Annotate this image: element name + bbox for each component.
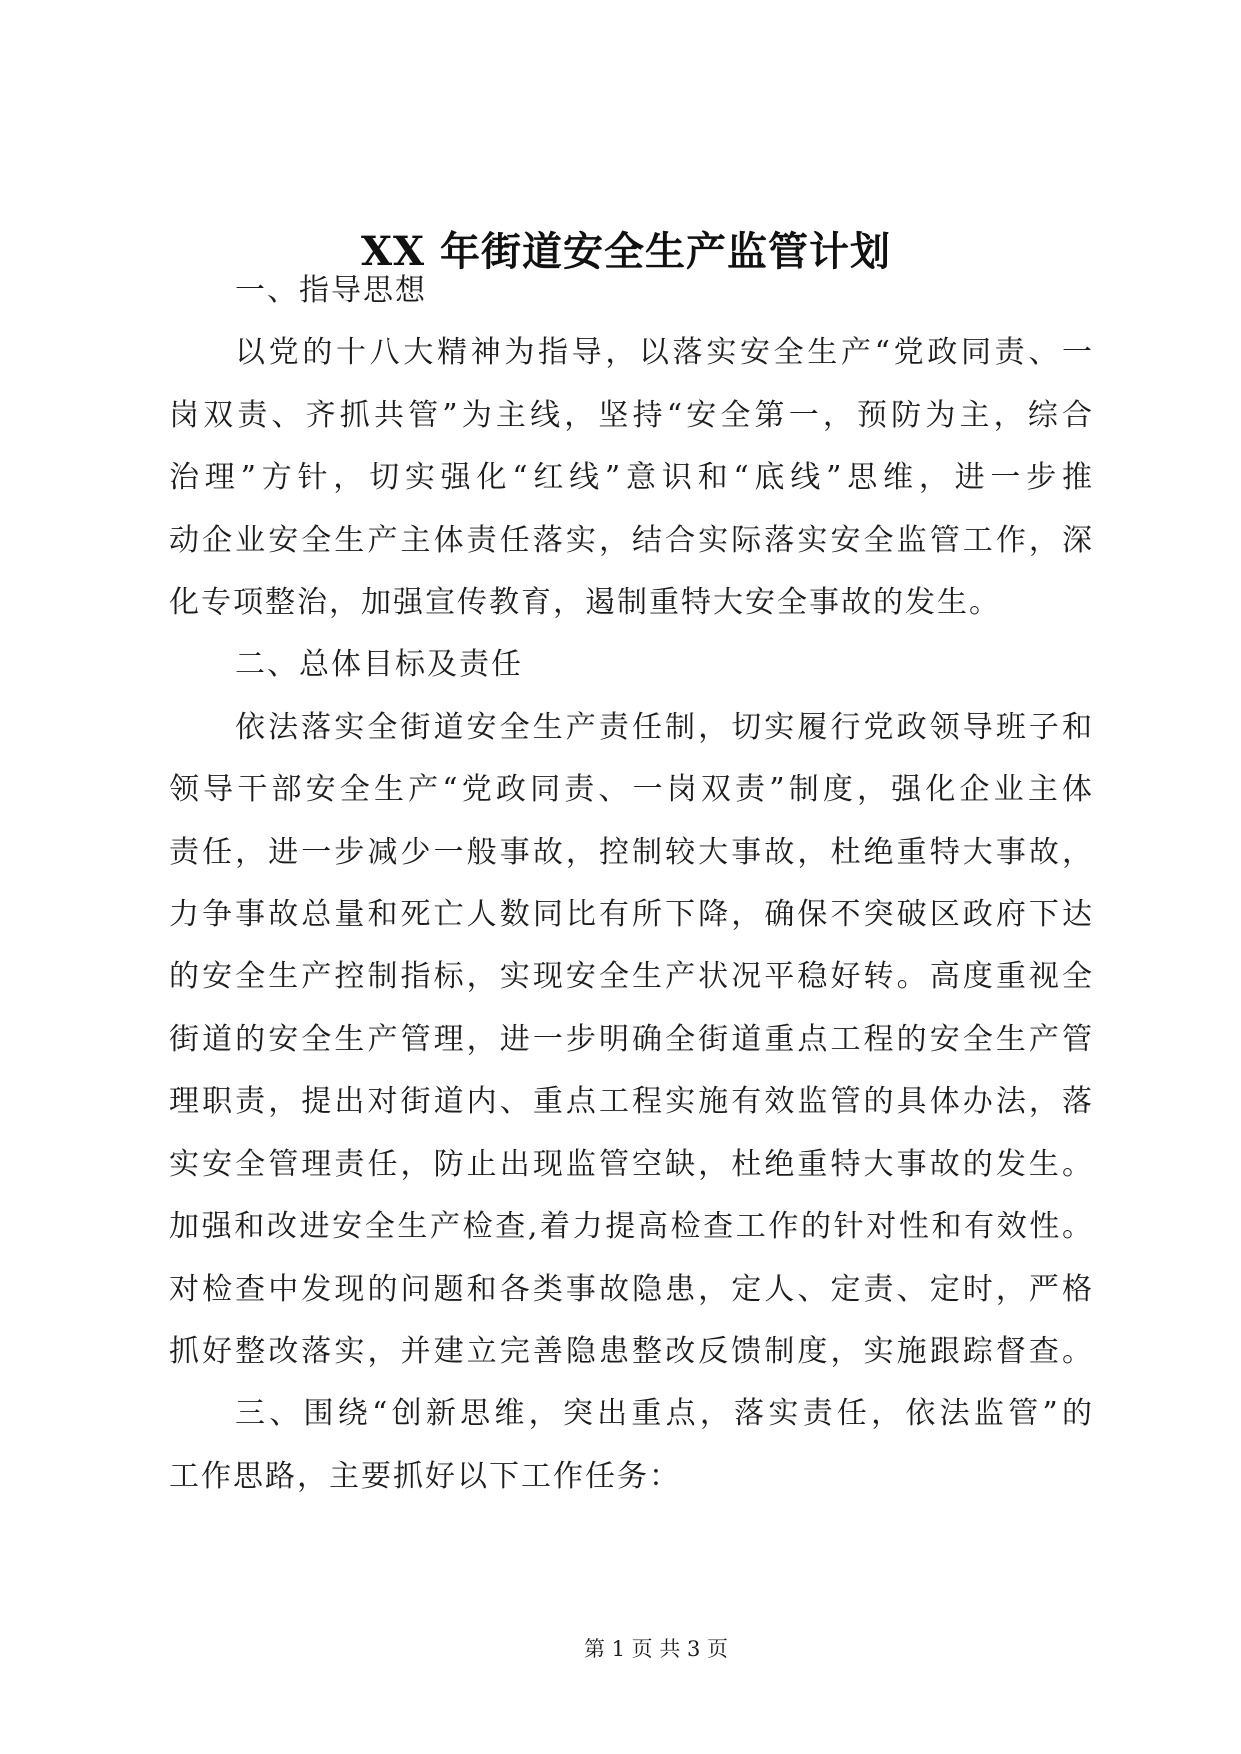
paragraph-line: 对检查中发现的问题和各类事故隐患，定人、定责、定时，严格 [169, 1271, 1094, 1307]
section-guiding-ideology [169, 260, 1094, 634]
paragraph-line: 治理”方针，切实强化“红线”意识和“底线”思维，进一步推 [169, 460, 1094, 496]
paragraph-line: 动企业安全生产主体责任落实，结合实际落实安全监管工作，深 [169, 522, 1094, 558]
paragraph-line: 加强和改进安全生产检查,着力提高检查工作的针对性和有效性。 [169, 1209, 1094, 1245]
section-heading: 二、总体目标及责任 [235, 647, 523, 683]
paragraph-line: 岗双责、齐抓共管”为主线，坚持“安全第一，预防为主，综合 [169, 397, 1094, 433]
paragraph-line: 工作思路，主要抓好以下工作任务： [169, 1458, 681, 1494]
paragraph-line: 化专项整治，加强宣传教育，遏制重特大安全事故的发生。 [169, 585, 1001, 621]
section-overall-goals [169, 634, 1094, 1383]
paragraph-line: 以党的十八大精神为指导，以落实安全生产“党政同责、一 [235, 335, 1094, 371]
paragraph-line: 依法落实全街道安全生产责任制，切实履行党政领导班子和 [235, 709, 1094, 745]
paragraph-line: 实安全管理责任，防止出现监管空缺，杜绝重特大事故的发生。 [169, 1146, 1094, 1182]
section-heading: 一、指导思想 [235, 273, 427, 308]
document-title: XX 年街道安全生产监管计划 [361, 228, 891, 275]
paragraph-line: 力争事故总量和死亡人数同比有所下降，确保不突破区政府下达 [169, 897, 1094, 933]
paragraph-line: 三、围绕“创新思维，突出重点，落实责任，依法监管”的 [235, 1396, 1094, 1432]
page-footer: 第 1 页 共 3 页 [583, 1637, 729, 1661]
paragraph-line: 责任，进一步减少一般事故，控制较大事故，杜绝重特大事故， [169, 834, 1094, 870]
paragraph-line: 领导干部安全生产“党政同责、一岗双责”制度，强化企业主体 [169, 772, 1094, 808]
paragraph-line: 抓好整改落实，并建立完善隐患整改反馈制度，实施跟踪督查。 [169, 1333, 1094, 1369]
paragraph-line: 理职责，提出对街道内、重点工程实施有效监管的具体办法，落 [169, 1084, 1094, 1120]
paragraph-line: 街道的安全生产管理，进一步明确全街道重点工程的安全生产管 [169, 1021, 1094, 1057]
paragraph-line: 的安全生产控制指标，实现安全生产状况平稳好转。高度重视全 [169, 959, 1094, 995]
section-work-tasks [169, 1383, 1094, 1508]
document-body [169, 260, 1094, 1508]
